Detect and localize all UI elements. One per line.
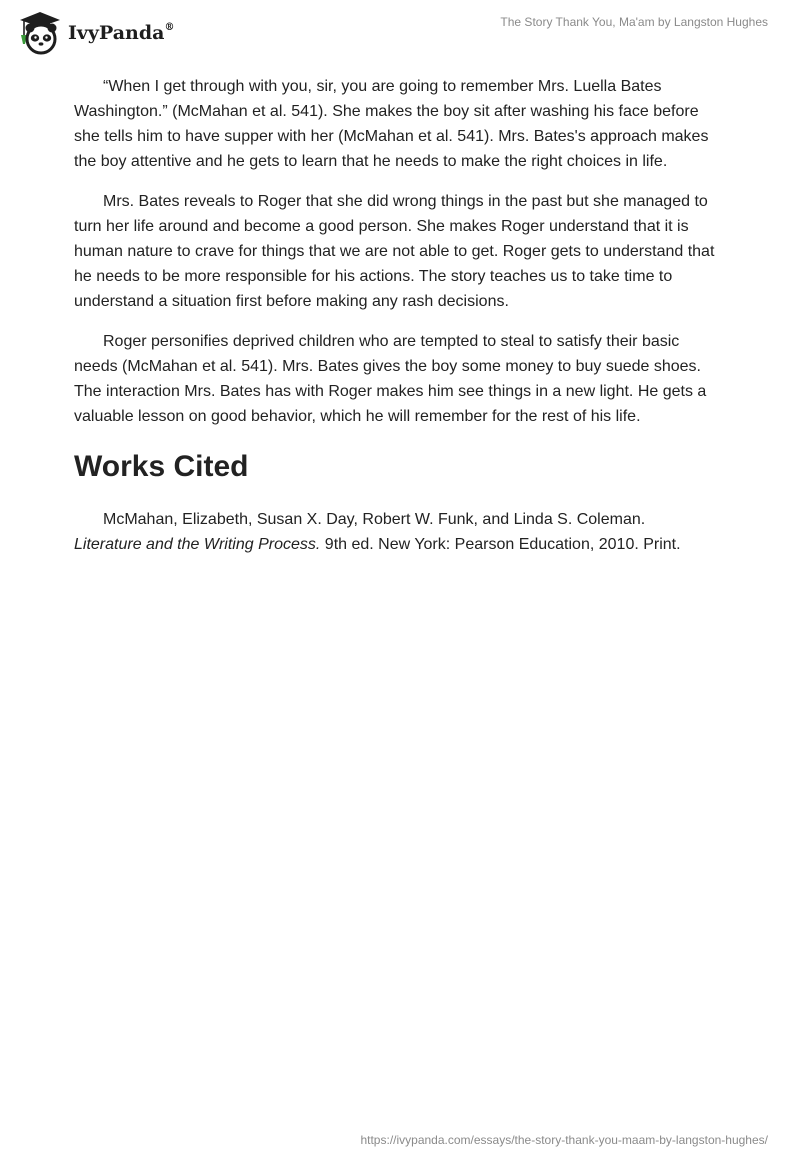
body-paragraph: Roger personifies deprived children who are tempted to steal to satisfy their basic needs (McMahan et al. 541). Mrs. Bates gives the boy some money to buy suede shoes. The interaction Mrs. Bates has with Roger makes him see things in a new light. He gets a valuable lesson on good behavior, which he will remember for the rest of his life. xyxy=(74,333,707,425)
citation-book-title: Literature and the Writing Process. xyxy=(74,536,321,553)
source-url[interactable]: https://ivypanda.com/essays/the-story-thank-you-maam-by-langston-hughes/ xyxy=(360,1133,768,1147)
works-cited-heading: Works Cited xyxy=(74,450,249,483)
works-cited-entry xyxy=(74,507,722,557)
citation-authors: McMahan, Elizabeth, Susan X. Day, Robert W. Funk, and Linda S. Coleman. xyxy=(103,511,646,528)
logo-wordmark xyxy=(68,22,174,44)
citation-publication: 9th ed. New York: Pearson Education, 2010. Print. xyxy=(320,536,681,553)
document-title: The Story Thank You, Ma'am by Langston Hughes xyxy=(500,15,768,29)
body-paragraph: “When I get through with you, sir, you are going to remember Mrs. Luella Bates Washington.” (McMahan et al. 541). She makes the boy sit after washing his face before she tells him to have supper with her (McMahan et al. 541). Mrs. Bates's approach makes the boy attentive and he gets to learn that he needs to make the right choices in life. xyxy=(74,78,709,170)
body-paragraph: Mrs. Bates reveals to Roger that she did wrong things in the past but she managed to turn her life around and become a good person. She makes Roger understand that it is human nature to crave for things that we are not able to get. Roger gets to understand that he needs to be more responsible for his actions. The story teaches us to take time to understand a situation first before making any rash decisions. xyxy=(74,193,715,310)
page-header xyxy=(0,0,800,62)
registered-mark: ® xyxy=(164,21,175,33)
logo-name: IvyPanda xyxy=(68,22,165,44)
essay-content xyxy=(74,74,722,557)
panda-graduate-icon xyxy=(14,8,64,56)
ivypanda-logo[interactable] xyxy=(14,8,174,56)
